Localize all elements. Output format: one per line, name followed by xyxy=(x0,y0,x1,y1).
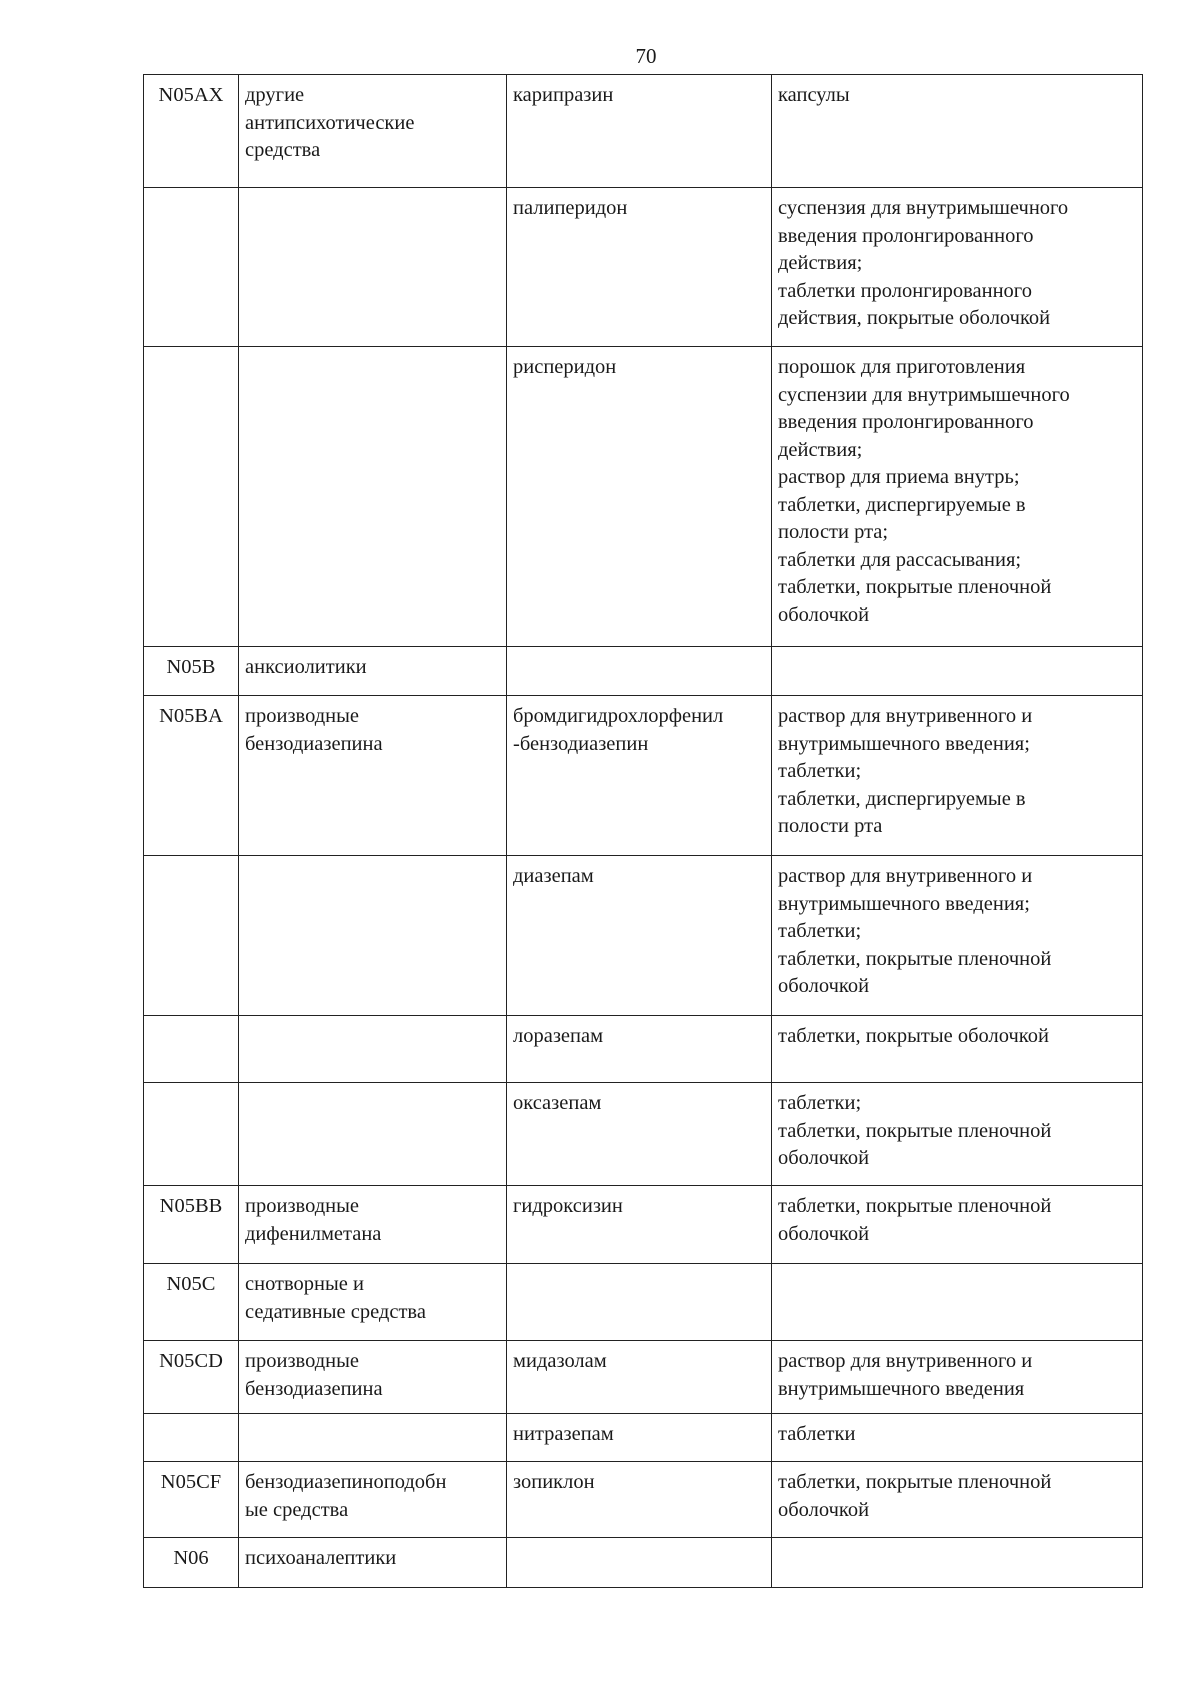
page-number: 70 xyxy=(635,44,657,68)
dosage-forms-line: таблетки; xyxy=(778,920,862,942)
group-name-cell xyxy=(239,1186,507,1264)
dosage-forms-cell xyxy=(772,1414,1143,1462)
substance-line: карипразин xyxy=(513,84,614,106)
dosage-forms-line: полости рта; xyxy=(778,521,889,543)
substance-line: лоразепам xyxy=(513,1025,604,1047)
substance-line: рисперидон xyxy=(513,356,617,378)
dosage-forms-line: введения пролонгированного xyxy=(778,224,1034,247)
group-name-line: снотворные и xyxy=(245,1273,364,1295)
group-name-cell xyxy=(239,1341,507,1414)
dosage-forms-line: таблетки, диспергируемые в xyxy=(778,787,1026,810)
dosage-forms-cell xyxy=(772,1083,1143,1186)
group-name-cell xyxy=(239,347,507,647)
dosage-forms-cell xyxy=(772,1538,1143,1588)
substance-cell xyxy=(507,1538,772,1588)
atc-code-cell: N05BA xyxy=(144,696,239,856)
group-name-cell xyxy=(239,1414,507,1462)
substance-cell xyxy=(507,188,772,347)
table-row xyxy=(144,1016,1143,1083)
dosage-forms-line: таблетки; xyxy=(778,1092,862,1114)
dosage-forms-line: раствор для внутривенного и xyxy=(778,705,1033,727)
table-row xyxy=(144,1341,1143,1414)
group-name-line: бензодиазепина xyxy=(245,1377,383,1400)
substance-line: гидроксизин xyxy=(513,1195,623,1217)
dosage-forms-cell xyxy=(772,1341,1143,1414)
dosage-forms-line: действия; xyxy=(778,252,863,274)
group-name-line: анксиолитики xyxy=(245,656,367,678)
dosage-forms-line: внутримышечного введения xyxy=(778,1377,1025,1400)
dosage-forms-line: внутримышечного введения; xyxy=(778,892,1030,915)
group-name-cell xyxy=(239,1083,507,1186)
substance-cell xyxy=(507,1264,772,1341)
table-row xyxy=(144,1186,1143,1264)
substance-cell xyxy=(507,1083,772,1186)
dosage-forms-line: таблетки xyxy=(778,1423,856,1445)
dosage-forms-line: оболочкой xyxy=(778,1222,870,1245)
group-name-line: другие xyxy=(245,84,305,106)
dosage-forms-line: таблетки, покрытые пленочной xyxy=(778,947,1052,970)
group-name-line: производные xyxy=(245,1195,360,1217)
group-name-cell xyxy=(239,1264,507,1341)
group-name-cell xyxy=(239,647,507,696)
substance-line: зопиклон xyxy=(513,1471,595,1493)
substance-line: мидазолам xyxy=(513,1350,607,1372)
group-name-line: ые средства xyxy=(245,1498,349,1521)
table-row xyxy=(144,647,1143,696)
substance-cell xyxy=(507,1016,772,1083)
group-name-cell xyxy=(239,188,507,347)
dosage-forms-line: оболочкой xyxy=(778,1498,870,1521)
atc-code-cell: N05C xyxy=(144,1264,239,1341)
dosage-forms-cell xyxy=(772,1186,1143,1264)
dosage-forms-line: таблетки; xyxy=(778,760,862,782)
group-name-line: бензодиазепина xyxy=(245,732,383,755)
group-name-cell xyxy=(239,1538,507,1588)
atc-code-cell xyxy=(144,1016,239,1083)
dosage-forms-cell xyxy=(772,647,1143,696)
dosage-forms-line: оболочкой xyxy=(778,1147,870,1169)
group-name-line: антипсихотические xyxy=(245,111,415,134)
dosage-forms-cell xyxy=(772,696,1143,856)
group-name-line: седативные средства xyxy=(245,1300,426,1323)
substance-line: нитразепам xyxy=(513,1423,614,1445)
atc-code-cell xyxy=(144,1414,239,1462)
dosage-forms-line: таблетки для рассасывания; xyxy=(778,548,1022,571)
dosage-forms-line: введения пролонгированного xyxy=(778,411,1034,433)
table-row xyxy=(144,1083,1143,1186)
atc-code-cell xyxy=(144,347,239,647)
table-body xyxy=(144,75,1143,1588)
dosage-forms-line: порошок для приготовления xyxy=(778,356,1026,378)
substance-cell xyxy=(507,856,772,1016)
substance-line: -бензодиазепин xyxy=(513,732,649,755)
dosage-forms-line: таблетки, покрытые пленочной xyxy=(778,1195,1052,1217)
group-name-line: психоаналептики xyxy=(245,1547,397,1569)
substance-cell xyxy=(507,1341,772,1414)
group-name-line: средства xyxy=(245,139,321,161)
substance-cell xyxy=(507,1186,772,1264)
group-name-line: дифенилметана xyxy=(245,1222,382,1245)
dosage-forms-cell xyxy=(772,856,1143,1016)
atc-code-cell xyxy=(144,1083,239,1186)
dosage-forms-line: полости рта xyxy=(778,815,883,837)
table-row xyxy=(144,75,1143,188)
table-row xyxy=(144,1462,1143,1538)
dosage-forms-line: действия, покрытые оболочкой xyxy=(778,307,1051,329)
group-name-cell xyxy=(239,75,507,188)
table-row xyxy=(144,696,1143,856)
table-row xyxy=(144,347,1143,647)
substance-cell xyxy=(507,1414,772,1462)
atc-code-cell: N05CF xyxy=(144,1462,239,1538)
substance-line: оксазепам xyxy=(513,1092,602,1114)
group-name-cell xyxy=(239,856,507,1016)
substance-cell xyxy=(507,75,772,188)
group-name-cell xyxy=(239,1016,507,1083)
group-name-line: производные xyxy=(245,705,360,727)
atc-code-cell: N05BB xyxy=(144,1186,239,1264)
substance-line: палиперидон xyxy=(513,197,628,219)
dosage-forms-cell xyxy=(772,1462,1143,1538)
dosage-forms-line: таблетки, диспергируемые в xyxy=(778,493,1026,516)
group-name-line: производные xyxy=(245,1350,360,1372)
dosage-forms-line: действия; xyxy=(778,438,863,461)
dosage-forms-line: оболочкой xyxy=(778,975,870,997)
table-row xyxy=(144,1414,1143,1462)
dosage-forms-cell xyxy=(772,347,1143,647)
substance-cell xyxy=(507,696,772,856)
dosage-forms-cell xyxy=(772,75,1143,188)
dosage-forms-line: таблетки, покрытые оболочкой xyxy=(778,1025,1049,1047)
substance-cell xyxy=(507,1462,772,1538)
dosage-forms-line: таблетки пролонгированного xyxy=(778,279,1032,302)
dosage-forms-line: суспензии для внутримышечного xyxy=(778,383,1070,406)
substance-line: диазепам xyxy=(513,865,594,887)
dosage-forms-cell xyxy=(772,1016,1143,1083)
substance-cell xyxy=(507,647,772,696)
table-row xyxy=(144,1264,1143,1341)
drug-table xyxy=(143,74,1143,1588)
dosage-forms-cell xyxy=(772,188,1143,347)
dosage-forms-line: раствор для приема внутрь; xyxy=(778,466,1020,488)
table-row xyxy=(144,856,1143,1016)
substance-line: бромдигидрохлорфенил xyxy=(513,705,724,727)
dosage-forms-line: раствор для внутривенного и xyxy=(778,1350,1033,1372)
dosage-forms-line: капсулы xyxy=(778,84,850,106)
atc-code-cell xyxy=(144,188,239,347)
dosage-forms-line: таблетки, покрытые пленочной xyxy=(778,1471,1052,1493)
table-row xyxy=(144,188,1143,347)
dosage-forms-line: раствор для внутривенного и xyxy=(778,865,1033,887)
dosage-forms-line: внутримышечного введения; xyxy=(778,732,1030,755)
group-name-cell xyxy=(239,696,507,856)
group-name-line: бензодиазепиноподобн xyxy=(245,1471,447,1493)
atc-code-cell: N06 xyxy=(144,1538,239,1588)
dosage-forms-cell xyxy=(772,1264,1143,1341)
substance-cell xyxy=(507,347,772,647)
atc-code-cell: N05AX xyxy=(144,75,239,188)
table-row xyxy=(144,1538,1143,1588)
dosage-forms-line: таблетки, покрытые пленочной xyxy=(778,1119,1052,1142)
atc-code-cell: N05CD xyxy=(144,1341,239,1414)
dosage-forms-line: оболочкой xyxy=(778,603,870,626)
dosage-forms-line: таблетки, покрытые пленочной xyxy=(778,576,1052,598)
atc-code-cell xyxy=(144,856,239,1016)
group-name-cell xyxy=(239,1462,507,1538)
dosage-forms-line: суспензия для внутримышечного xyxy=(778,197,1069,219)
atc-code-cell: N05B xyxy=(144,647,239,696)
